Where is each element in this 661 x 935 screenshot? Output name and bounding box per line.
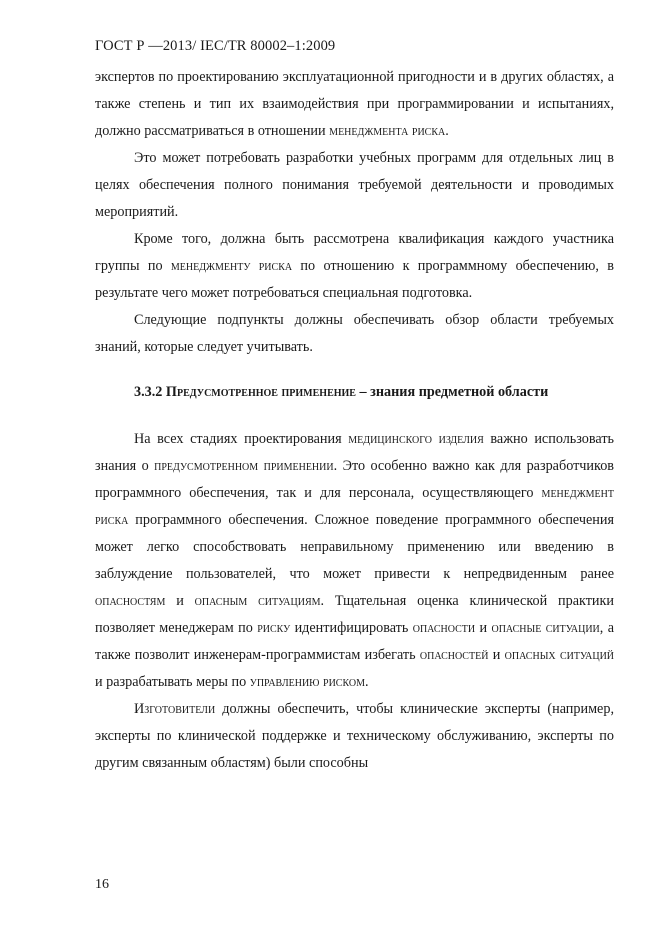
text-run: должны обеспечить, чтобы клинические эксперты (например, эксперты по клинической поддержке и техническому обслуживанию, эксперты по другим связанным областям) были способны (95, 701, 614, 771)
term-run: опасные ситуации (491, 620, 600, 636)
text-run: На всех стадиях проектирования (134, 431, 349, 447)
section-number: 3.3.2 (134, 384, 166, 400)
term-run: опасностям (95, 593, 166, 609)
page-number: 16 (95, 877, 109, 892)
text-run: . (365, 674, 369, 690)
text-run: Кроме того, должна быть рассмотрена квалификация каждого участника группы по (95, 231, 614, 274)
term-run: менеджмент риска (95, 485, 614, 528)
text-run: экспертов по проектированию эксплуатационной пригодности и в других областях, а также степень и тип их взаимодействия при программировании и испытаниях, должно рассматриваться в отношении (95, 69, 614, 139)
term-run: опасных ситуаций (504, 647, 615, 663)
term-run: предусмотренном применении (154, 458, 334, 474)
paragraph-5 (95, 426, 614, 696)
text-run: и разрабатывать меры по (95, 674, 250, 690)
text-run: , а также позволит инженерам-программистам избегать (95, 620, 615, 663)
text-run: Это может потребовать разработки учебных программ для отдельных лиц в целях обеспечения полного понимания требуемой деятельности и проводимых мероприятий. (95, 150, 614, 220)
text-run: и (488, 647, 505, 663)
text-run: идентифицировать (290, 620, 413, 636)
text-run: программного обеспечения. Сложное поведение программного обеспечения может легко способствовать неправильному применению или введению в заблуждение пользователей, что может привести к непредвиденным ранее (95, 512, 614, 582)
term-run: менеджмента риска (329, 123, 446, 139)
paragraph-4 (95, 307, 614, 361)
paragraph-1 (95, 64, 614, 145)
text-run: . Это особенно важно как для разработчиков программного обеспечения, так и для персонала, осуществляющего (95, 458, 614, 501)
text-run: . (445, 123, 449, 139)
paragraph-6 (95, 696, 614, 777)
term-run: Изготовители (134, 701, 216, 717)
paragraph-3 (95, 226, 614, 307)
term-run: опасности (412, 620, 476, 636)
standard-header: ГОСТ Р —2013/ IEC/TR 80002–1:2009 (95, 38, 336, 54)
term-run: опасностей (419, 647, 489, 663)
text-run: . Тщательная оценка клинической практики позволяет менеджерам по (95, 593, 615, 636)
text-run: и (165, 593, 195, 609)
term-run: медицинского изделия (348, 431, 484, 447)
document-body (95, 64, 614, 777)
section-title-term: Предусмотренное применение (165, 384, 356, 400)
text-run: Следующие подпункты должны обеспечивать обзор области требуемых знаний, которые следует учитывать. (95, 312, 614, 355)
term-run: опасным ситуациям (194, 593, 321, 609)
term-run: риску (257, 620, 291, 636)
text-run: по отношению к программному обеспечению, в результате чего может потребоваться специальная подготовка. (95, 258, 614, 301)
section-title-rest: – знания предметной области (355, 384, 549, 400)
text-run: и (475, 620, 492, 636)
term-run: управлению риском (249, 674, 365, 690)
text-run: важно использовать знания о (95, 431, 615, 474)
section-heading (95, 379, 614, 406)
paragraph-2 (95, 145, 614, 226)
term-run: менеджменту риска (170, 258, 293, 274)
